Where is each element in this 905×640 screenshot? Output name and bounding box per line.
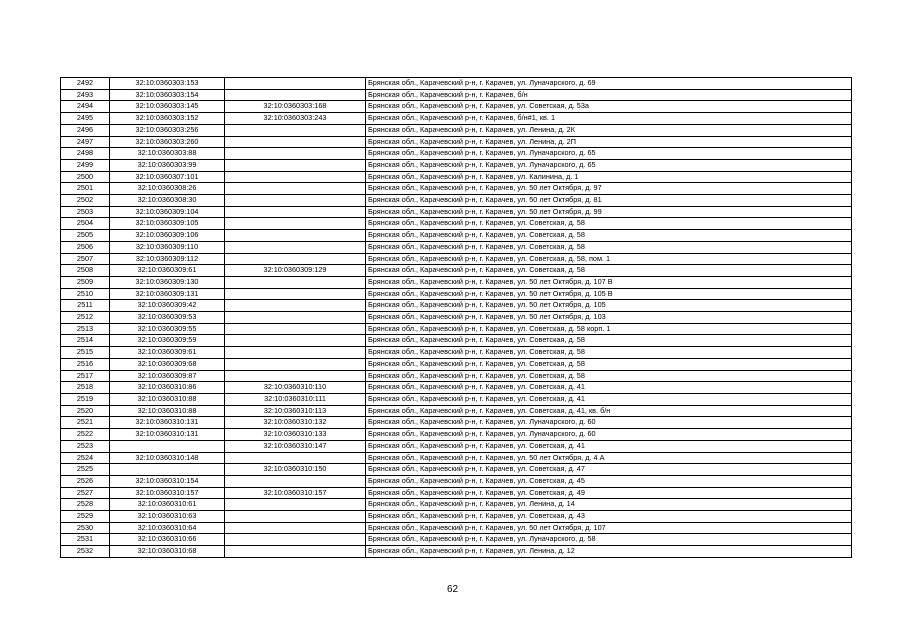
address-cell: Брянская обл., Карачевский р-н, г. Карачев, ул. Советская, д. 49 [366, 487, 852, 499]
table-row [61, 230, 852, 242]
table-row [61, 417, 852, 429]
table-row [61, 113, 852, 125]
table-row [61, 475, 852, 487]
related-cadastral-number-cell [225, 347, 366, 359]
table-row [61, 358, 852, 370]
address-cell: Брянская обл., Карачевский р-н, г. Карачев, ул. 50 лет Октября, д. 81 [366, 195, 852, 207]
table-row [61, 136, 852, 148]
table-row [61, 335, 852, 347]
row-number-cell: 2517 [61, 370, 110, 382]
row-number-cell: 2512 [61, 312, 110, 324]
table-row [61, 452, 852, 464]
row-number-cell: 2495 [61, 113, 110, 125]
related-cadastral-number-cell: 32:10:0360310:113 [225, 405, 366, 417]
related-cadastral-number-cell [225, 276, 366, 288]
address-cell: Брянская обл., Карачевский р-н, г. Карачев, ул. Советская, д. 58 корп. 1 [366, 323, 852, 335]
table-row [61, 89, 852, 101]
row-number-cell: 2525 [61, 464, 110, 476]
table-row [61, 499, 852, 511]
cadastral-number-cell: 32:10:0360310:61 [110, 499, 225, 511]
related-cadastral-number-cell [225, 312, 366, 324]
address-cell: Брянская обл., Карачевский р-н, г. Карачев, ул. Советская, д. 41, кв. б/н [366, 405, 852, 417]
related-cadastral-number-cell: 32:10:0360310:157 [225, 487, 366, 499]
address-cell: Брянская обл., Карачевский р-н, г. Карачев, ул. 50 лет Октября, д. 97 [366, 183, 852, 195]
row-number-cell: 2511 [61, 300, 110, 312]
cadastral-number-cell: 32:10:0360310:66 [110, 534, 225, 546]
cadastral-number-cell: 32:10:0360303:256 [110, 124, 225, 136]
row-number-cell: 2531 [61, 534, 110, 546]
table-row [61, 276, 852, 288]
table-row [61, 312, 852, 324]
row-number-cell: 2518 [61, 382, 110, 394]
table-row [61, 370, 852, 382]
related-cadastral-number-cell [225, 546, 366, 558]
cadastral-number-cell: 32:10:0360309:130 [110, 276, 225, 288]
related-cadastral-number-cell: 32:10:0360310:110 [225, 382, 366, 394]
table-row [61, 534, 852, 546]
row-number-cell: 2514 [61, 335, 110, 347]
row-number-cell: 2516 [61, 358, 110, 370]
row-number-cell: 2523 [61, 440, 110, 452]
address-cell: Брянская обл., Карачевский р-н, г. Карачев, ул. 50 лет Октября, д. 105 [366, 300, 852, 312]
cadastral-number-cell: 32:10:0360309:87 [110, 370, 225, 382]
address-cell: Брянская обл., Карачевский р-н, г. Карачев, ул. 50 лет Октября, д. 107 [366, 522, 852, 534]
related-cadastral-number-cell: 32:10:0360310:147 [225, 440, 366, 452]
address-cell: Брянская обл., Карачевский р-н, г. Карачев, ул. Советская, д. 41 [366, 382, 852, 394]
table-row [61, 288, 852, 300]
cadastral-number-cell: 32:10:0360310:88 [110, 393, 225, 405]
table-row [61, 440, 852, 452]
row-number-cell: 2506 [61, 241, 110, 253]
table-row [61, 323, 852, 335]
table-row [61, 347, 852, 359]
cadastral-number-cell: 32:10:0360303:99 [110, 159, 225, 171]
address-cell: Брянская обл., Карачевский р-н, г. Карачев, ул. 50 лет Октября, д. 107 В [366, 276, 852, 288]
table-row [61, 464, 852, 476]
row-number-cell: 2513 [61, 323, 110, 335]
related-cadastral-number-cell: 32:10:0360310:133 [225, 429, 366, 441]
related-cadastral-number-cell: 32:10:0360303:168 [225, 101, 366, 113]
cadastral-number-cell: 32:10:0360307:101 [110, 171, 225, 183]
table-row [61, 159, 852, 171]
page-number: 62 [446, 584, 459, 595]
address-cell: Брянская обл., Карачевский р-н, г. Карачев, ул. 50 лет Октября, д. 105 В [366, 288, 852, 300]
table-row [61, 429, 852, 441]
address-cell: Брянская обл., Карачевский р-н, г. Карачев, ул. Советская, д. 45 [366, 475, 852, 487]
row-number-cell: 2502 [61, 195, 110, 207]
cadastral-number-cell: 32:10:0360309:55 [110, 323, 225, 335]
row-number-cell: 2532 [61, 546, 110, 558]
address-cell: Брянская обл., Карачевский р-н, г. Карачев, ул. Ленина, д. 14 [366, 499, 852, 511]
cadastral-number-cell: 32:10:0360309:106 [110, 230, 225, 242]
related-cadastral-number-cell [225, 136, 366, 148]
address-cell: Брянская обл., Карачевский р-н, г. Карачев, ул. Советская, д. 41 [366, 393, 852, 405]
cadastral-number-cell: 32:10:0360309:61 [110, 265, 225, 277]
cadastral-number-cell [110, 464, 225, 476]
address-cell: Брянская обл., Карачевский р-н, г. Карачев, ул. Советская, д. 47 [366, 464, 852, 476]
related-cadastral-number-cell [225, 206, 366, 218]
related-cadastral-number-cell [225, 195, 366, 207]
address-cell: Брянская обл., Карачевский р-н, г. Карачев, ул. Ленина, д. 12 [366, 546, 852, 558]
cadastral-number-cell: 32:10:0360310:154 [110, 475, 225, 487]
cadastral-number-cell: 32:10:0360309:53 [110, 312, 225, 324]
address-cell: Брянская обл., Карачевский р-н, г. Карачев, ул. 50 лет Октября, д. 4 А [366, 452, 852, 464]
cadastral-number-cell: 32:10:0360309:42 [110, 300, 225, 312]
related-cadastral-number-cell: 32:10:0360303:243 [225, 113, 366, 125]
row-number-cell: 2504 [61, 218, 110, 230]
cadastral-number-cell: 32:10:0360310:86 [110, 382, 225, 394]
row-number-cell: 2524 [61, 452, 110, 464]
address-cell: Брянская обл., Карачевский р-н, г. Карачев, б/н [366, 89, 852, 101]
related-cadastral-number-cell: 32:10:0360310:132 [225, 417, 366, 429]
table-body [61, 78, 852, 558]
cadastral-number-cell: 32:10:0360310:64 [110, 522, 225, 534]
table-row [61, 241, 852, 253]
row-number-cell: 2528 [61, 499, 110, 511]
row-number-cell: 2493 [61, 89, 110, 101]
table-row [61, 124, 852, 136]
table-row [61, 546, 852, 558]
row-number-cell: 2526 [61, 475, 110, 487]
related-cadastral-number-cell [225, 335, 366, 347]
address-cell: Брянская обл., Карачевский р-н, г. Карачев, ул. 50 лет Октября, д. 99 [366, 206, 852, 218]
row-number-cell: 2494 [61, 101, 110, 113]
address-cell: Брянская обл., Карачевский р-н, г. Карачев, ул. Луначарского, д. 65 [366, 159, 852, 171]
row-number-cell: 2499 [61, 159, 110, 171]
address-cell: Брянская обл., Карачевский р-н, г. Карачев, ул. Советская, д. 58 [366, 358, 852, 370]
row-number-cell: 2521 [61, 417, 110, 429]
row-number-cell: 2503 [61, 206, 110, 218]
table-row [61, 511, 852, 523]
table-row [61, 300, 852, 312]
cadastral-number-cell: 32:10:0360310:68 [110, 546, 225, 558]
table-row [61, 206, 852, 218]
cadastral-number-cell: 32:10:0360309:104 [110, 206, 225, 218]
table-row [61, 218, 852, 230]
address-cell: Брянская обл., Карачевский р-н, г. Карачев, ул. Ленина, д. 2П [366, 136, 852, 148]
related-cadastral-number-cell [225, 534, 366, 546]
table-row [61, 487, 852, 499]
table-row [61, 382, 852, 394]
related-cadastral-number-cell [225, 89, 366, 101]
related-cadastral-number-cell [225, 522, 366, 534]
cadastral-number-cell: 32:10:0360309:110 [110, 241, 225, 253]
cadastral-table [60, 77, 852, 558]
address-cell: Брянская обл., Карачевский р-н, г. Карачев, ул. Советская, д. 58 [366, 347, 852, 359]
cadastral-number-cell: 32:10:0360303:152 [110, 113, 225, 125]
related-cadastral-number-cell [225, 218, 366, 230]
table-row [61, 183, 852, 195]
cadastral-number-cell: 32:10:0360310:131 [110, 429, 225, 441]
address-cell: Брянская обл., Карачевский р-н, г. Карачев, ул. Луначарского, д. 69 [366, 78, 852, 90]
row-number-cell: 2510 [61, 288, 110, 300]
row-number-cell: 2515 [61, 347, 110, 359]
related-cadastral-number-cell [225, 171, 366, 183]
cadastral-number-cell: 32:10:0360309:61 [110, 347, 225, 359]
related-cadastral-number-cell [225, 300, 366, 312]
row-number-cell: 2501 [61, 183, 110, 195]
row-number-cell: 2500 [61, 171, 110, 183]
table-row [61, 522, 852, 534]
table-row [61, 148, 852, 160]
cadastral-number-cell: 32:10:0360310:157 [110, 487, 225, 499]
address-cell: Брянская обл., Карачевский р-н, г. Карачев, ул. Советская, д. 58 [366, 370, 852, 382]
cadastral-number-cell: 32:10:0360310:88 [110, 405, 225, 417]
related-cadastral-number-cell [225, 323, 366, 335]
address-cell: Брянская обл., Карачевский р-н, г. Карачев, ул. Луначарского, д. 58 [366, 534, 852, 546]
row-number-cell: 2505 [61, 230, 110, 242]
address-cell: Брянская обл., Карачевский р-н, г. Карачев, ул. Ленина, д. 2К [366, 124, 852, 136]
cadastral-number-cell: 32:10:0360309:112 [110, 253, 225, 265]
cadastral-number-cell: 32:10:0360310:63 [110, 511, 225, 523]
related-cadastral-number-cell [225, 499, 366, 511]
address-cell: Брянская обл., Карачевский р-н, г. Карачев, ул. Советская, д. 58 [366, 265, 852, 277]
address-cell: Брянская обл., Карачевский р-н, г. Карачев, ул. Луначарского, д. 60 [366, 417, 852, 429]
cadastral-number-cell: 32:10:0360303:153 [110, 78, 225, 90]
row-number-cell: 2519 [61, 393, 110, 405]
related-cadastral-number-cell [225, 475, 366, 487]
related-cadastral-number-cell [225, 358, 366, 370]
related-cadastral-number-cell [225, 230, 366, 242]
table-row [61, 171, 852, 183]
address-cell: Брянская обл., Карачевский р-н, г. Карачев, ул. 50 лет Октября, д. 103 [366, 312, 852, 324]
row-number-cell: 2508 [61, 265, 110, 277]
cadastral-number-cell [110, 440, 225, 452]
address-cell: Брянская обл., Карачевский р-н, г. Карачев, ул. Советская, д. 43 [366, 511, 852, 523]
row-number-cell: 2497 [61, 136, 110, 148]
row-number-cell: 2507 [61, 253, 110, 265]
cadastral-number-cell: 32:10:0360309:105 [110, 218, 225, 230]
related-cadastral-number-cell: 32:10:0360310:150 [225, 464, 366, 476]
address-cell: Брянская обл., Карачевский р-н, г. Карачев, ул. Калинина, д. 1 [366, 171, 852, 183]
row-number-cell: 2496 [61, 124, 110, 136]
row-number-cell: 2530 [61, 522, 110, 534]
related-cadastral-number-cell: 32:10:0360309:129 [225, 265, 366, 277]
table-row [61, 101, 852, 113]
row-number-cell: 2529 [61, 511, 110, 523]
row-number-cell: 2492 [61, 78, 110, 90]
related-cadastral-number-cell: 32:10:0360310:111 [225, 393, 366, 405]
address-cell: Брянская обл., Карачевский р-н, г. Карачев, ул. Советская, д. 58 [366, 241, 852, 253]
row-number-cell: 2509 [61, 276, 110, 288]
table-row [61, 195, 852, 207]
cadastral-number-cell: 32:10:0360303:260 [110, 136, 225, 148]
table-row [61, 393, 852, 405]
cadastral-number-cell: 32:10:0360310:131 [110, 417, 225, 429]
cadastral-number-cell: 32:10:0360309:131 [110, 288, 225, 300]
row-number-cell: 2498 [61, 148, 110, 160]
related-cadastral-number-cell [225, 370, 366, 382]
cadastral-number-cell: 32:10:0360308:30 [110, 195, 225, 207]
related-cadastral-number-cell [225, 511, 366, 523]
related-cadastral-number-cell [225, 288, 366, 300]
related-cadastral-number-cell [225, 253, 366, 265]
related-cadastral-number-cell [225, 452, 366, 464]
cadastral-number-cell: 32:10:0360303:88 [110, 148, 225, 160]
cadastral-number-cell: 32:10:0360310:148 [110, 452, 225, 464]
row-number-cell: 2522 [61, 429, 110, 441]
table-row [61, 78, 852, 90]
related-cadastral-number-cell [225, 241, 366, 253]
address-cell: Брянская обл., Карачевский р-н, г. Карачев, ул. Советская, д. 58, пом. 1 [366, 253, 852, 265]
table-row [61, 265, 852, 277]
address-cell: Брянская обл., Карачевский р-н, г. Карачев, б/н#1, кв. 1 [366, 113, 852, 125]
address-cell: Брянская обл., Карачевский р-н, г. Карачев, ул. Советская, д. 58 [366, 335, 852, 347]
address-cell: Брянская обл., Карачевский р-н, г. Карачев, ул. Советская, д. 58 [366, 218, 852, 230]
cadastral-number-cell: 32:10:0360308:26 [110, 183, 225, 195]
cadastral-number-cell: 32:10:0360303:145 [110, 101, 225, 113]
row-number-cell: 2520 [61, 405, 110, 417]
table-row [61, 405, 852, 417]
row-number-cell: 2527 [61, 487, 110, 499]
related-cadastral-number-cell [225, 78, 366, 90]
address-cell: Брянская обл., Карачевский р-н, г. Карачев, ул. Советская, д. 41 [366, 440, 852, 452]
related-cadastral-number-cell [225, 124, 366, 136]
table-row [61, 253, 852, 265]
address-cell: Брянская обл., Карачевский р-н, г. Карачев, ул. Советская, д. 58 [366, 230, 852, 242]
related-cadastral-number-cell [225, 148, 366, 160]
related-cadastral-number-cell [225, 183, 366, 195]
address-cell: Брянская обл., Карачевский р-н, г. Карачев, ул. Луначарского, д. 60 [366, 429, 852, 441]
cadastral-number-cell: 32:10:0360303:154 [110, 89, 225, 101]
cadastral-number-cell: 32:10:0360309:59 [110, 335, 225, 347]
address-cell: Брянская обл., Карачевский р-н, г. Карачев, ул. Луначарского, д. 65 [366, 148, 852, 160]
address-cell: Брянская обл., Карачевский р-н, г. Карачев, ул. Советская, д. 53а [366, 101, 852, 113]
related-cadastral-number-cell [225, 159, 366, 171]
cadastral-number-cell: 32:10:0360309:68 [110, 358, 225, 370]
